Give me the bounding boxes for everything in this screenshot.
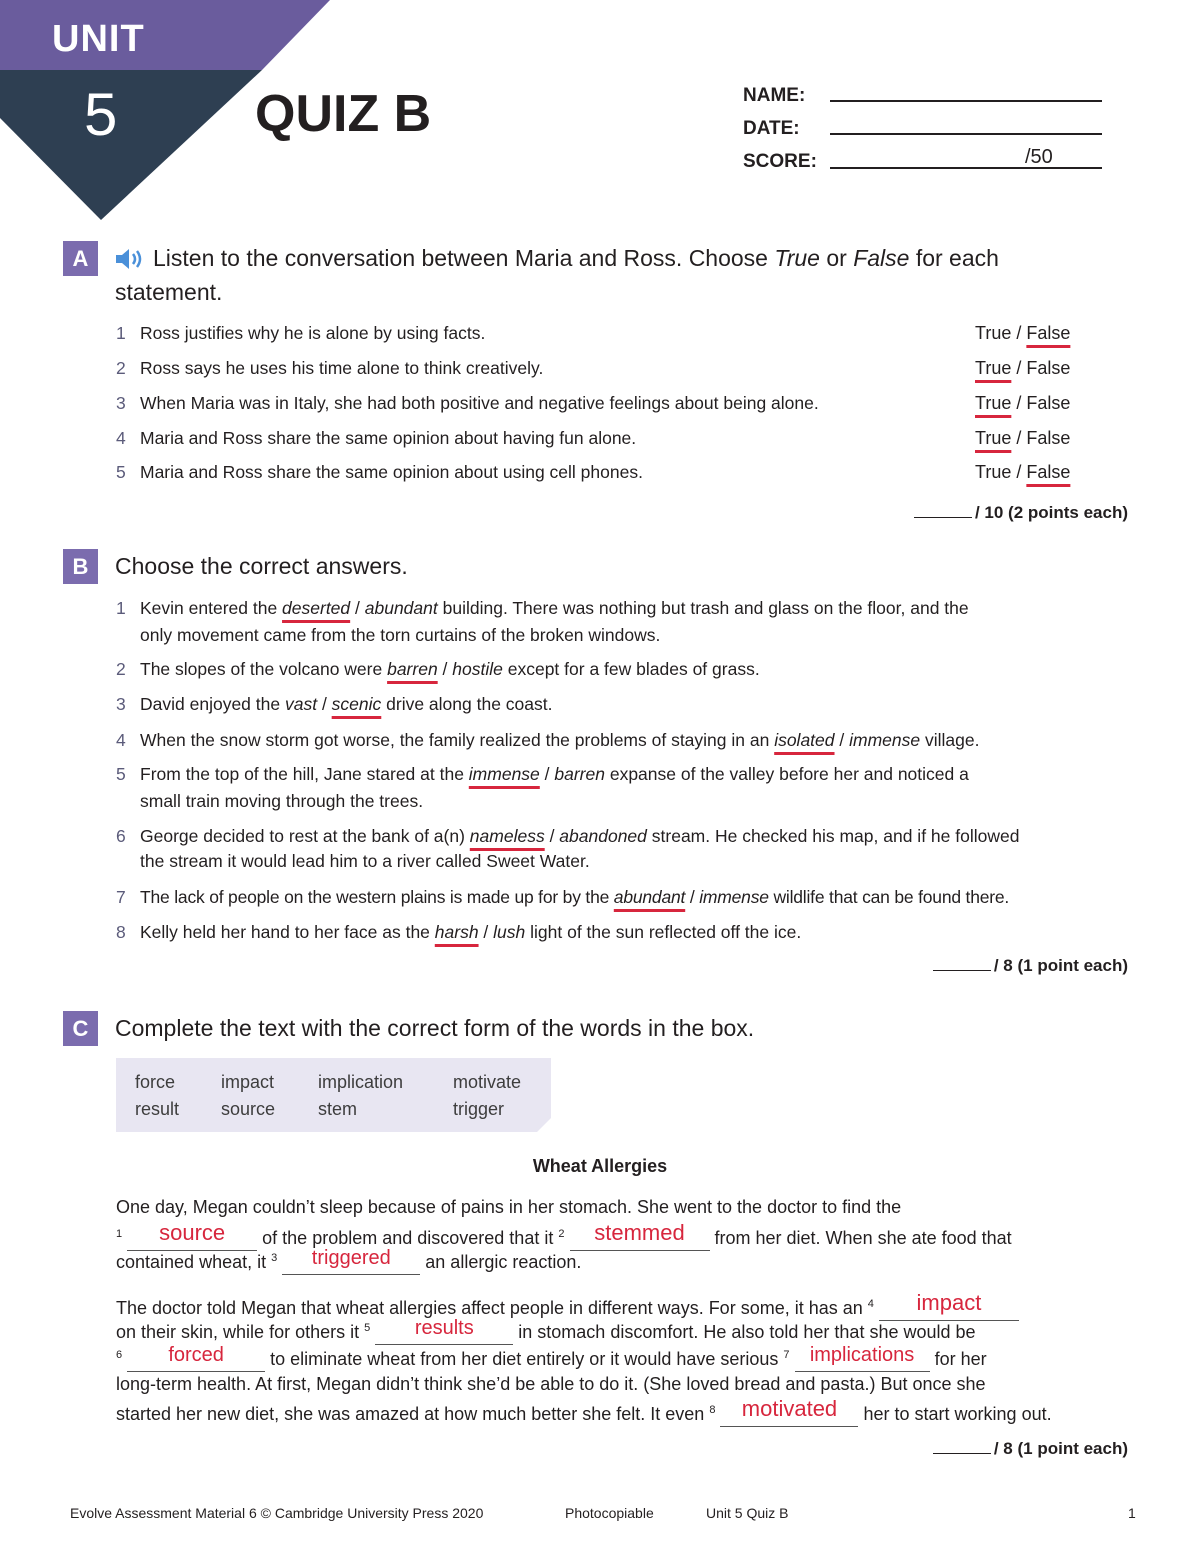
answer-gap[interactable]: implications (795, 1348, 930, 1372)
footer-photocopiable: Photocopiable (565, 1505, 654, 1521)
section-a-instruction-line2: statement. (115, 279, 223, 305)
unit-label: UNIT (52, 18, 145, 60)
section-c-instruction: Complete the text with the correct form of the words in the box. (115, 1015, 755, 1041)
date-label: DATE: (743, 118, 800, 139)
passage-line: $^1$ source of the problem and discovered that it $^2$ stemmed from her diet. When she ate food that (116, 1224, 1012, 1251)
page-number: 1 (1128, 1505, 1136, 1521)
date-field[interactable] (830, 133, 1102, 135)
section-c-badge: C (63, 1011, 98, 1046)
footer-unit: Unit 5 Quiz B (706, 1505, 789, 1521)
list-item-continued: the stream it would lead him to a river called Sweet Water. (140, 851, 590, 871)
section-b-points: / 8 (1 point each) (933, 956, 1128, 976)
word-box-item: source (221, 1099, 276, 1119)
unit-band (0, 0, 330, 70)
section-a-badge: A (63, 241, 98, 276)
section-a-instruction: Listen to the conversation between Maria and Ross. Choose True or False for each (153, 245, 999, 271)
list-item: 5 Maria and Ross share the same opinion about using cell phones. (116, 462, 643, 482)
list-item: 3 David enjoyed the vast / scenic drive along the coast. (116, 694, 553, 714)
list-item: 5 From the top of the hill, Jane stared at the immense / barren expanse of the valley before her and noticed a (116, 764, 969, 784)
true-false-choice[interactable]: True / False (975, 358, 1071, 378)
passage-line: started her new diet, she was amazed at how much better she felt. It even $^8$ motivated her to start working out. (116, 1400, 1052, 1427)
list-item: 8 Kelly held her hand to her face as the harsh / lush light of the sun reflected off the ice. (116, 922, 802, 942)
speaker-icon[interactable] (114, 247, 144, 276)
answer-gap[interactable]: results (375, 1321, 513, 1345)
word-box-item: motivate (453, 1072, 522, 1092)
section-b-badge: B (63, 549, 98, 584)
word-box-item: result (135, 1099, 180, 1119)
answer-gap[interactable]: source (127, 1224, 257, 1251)
word-box (116, 1058, 551, 1132)
passage-line: long-term health. At first, Megan didn’t think she’d be able to do it. (She loved bread and pasta.) But once she (116, 1374, 986, 1394)
section-a-points: / 10 (2 points each) (914, 503, 1128, 523)
word-box-item: force (135, 1072, 176, 1092)
score-blank[interactable] (914, 517, 972, 518)
word-box-item: implication (318, 1072, 404, 1092)
section-b-instruction: Choose the correct answers. (115, 553, 408, 579)
passage-line: One day, Megan couldn’t sleep because of pains in her stomach. She went to the doctor to find the (116, 1197, 902, 1217)
score-total: /50 (1025, 146, 1053, 168)
list-item-continued: small train moving through the trees. (140, 791, 424, 811)
list-item: 4 When the snow storm got worse, the family realized the problems of staying in an isolated / immense village. (116, 730, 980, 750)
answer-gap[interactable]: stemmed (570, 1224, 710, 1251)
answer-gap[interactable]: motivated (720, 1400, 858, 1427)
passage-line: on their skin, while for others it $^5$ results in stomach discomfort. He also told her that she would be (116, 1321, 976, 1345)
word-box-item: impact (221, 1072, 275, 1092)
list-item: 1 Ross justifies why he is alone by using facts. (116, 323, 486, 343)
word-box-item: trigger (453, 1099, 505, 1119)
passage-title: Wheat Allergies (532, 1156, 668, 1176)
name-label: NAME: (743, 85, 806, 106)
answer-gap[interactable]: impact (879, 1294, 1019, 1321)
list-item: 4 Maria and Ross share the same opinion about having fun alone. (116, 428, 637, 448)
list-item: 6 George decided to rest at the bank of a(n) nameless / abandoned stream. He checked his map, and if he followed (116, 826, 1020, 846)
list-item: 7 The lack of people on the western plains is made up for by the abundant / immense wildlife that can be found there. (116, 887, 1010, 907)
word-box-item: stem (318, 1099, 358, 1119)
quiz-title: QUIZ B (255, 85, 432, 143)
name-field[interactable] (830, 100, 1102, 102)
passage-line: $^6$ forced to eliminate wheat from her diet entirely or it would have serious $^7$ implications for her (116, 1348, 987, 1372)
score-label: SCORE: (743, 151, 817, 172)
list-item-continued: only movement came from the torn curtains of the broken windows. (140, 625, 661, 645)
answer-gap[interactable]: forced (127, 1348, 265, 1372)
unit-number: 5 (84, 81, 118, 148)
list-item: 1 Kevin entered the deserted / abundant building. There was nothing but trash and glass on the floor, and the (116, 598, 969, 618)
list-item: 2 The slopes of the volcano were barren / hostile except for a few blades of grass. (116, 659, 760, 679)
answer-gap[interactable]: triggered (282, 1251, 420, 1275)
list-item: 3 When Maria was in Italy, she had both positive and negative feelings about being alone. (116, 393, 819, 413)
footer-copyright: Evolve Assessment Material 6 © Cambridge University Press 2020 (70, 1505, 484, 1521)
list-item: 2 Ross says he uses his time alone to think creatively. (116, 358, 544, 378)
passage-line: contained wheat, it $^3$ triggered an allergic reaction. (116, 1251, 581, 1275)
true-false-choice[interactable]: True / False (975, 323, 1071, 343)
score-blank[interactable] (933, 970, 991, 971)
score-blank[interactable] (933, 1453, 991, 1454)
true-false-choice[interactable]: True / False (975, 462, 1071, 482)
true-false-choice[interactable]: True / False (975, 428, 1071, 448)
passage-line: The doctor told Megan that wheat allergies affect people in different ways. For some, it has an $^4$ impact (116, 1294, 1019, 1321)
true-false-choice[interactable]: True / False (975, 393, 1071, 413)
section-c-points: / 8 (1 point each) (933, 1439, 1128, 1459)
unit-triangle (0, 70, 262, 220)
score-field[interactable] (830, 167, 1102, 169)
